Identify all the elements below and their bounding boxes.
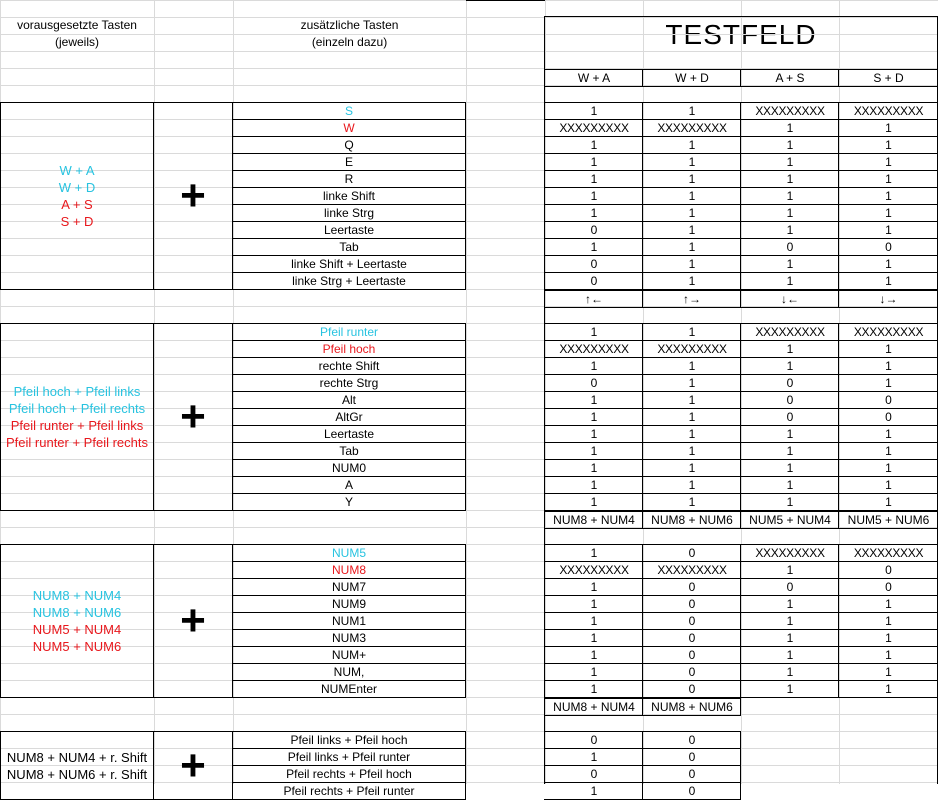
test-result-cell[interactable]: 1 — [786, 461, 794, 475]
test-result-cell[interactable]: 1 — [688, 155, 696, 169]
test-result-cell[interactable]: 0 — [786, 393, 794, 407]
key-label[interactable]: NUM7 — [331, 580, 366, 594]
test-result-cell[interactable]: 1 — [885, 189, 892, 203]
test-result-cell[interactable]: 0 — [590, 223, 598, 237]
test-result-cell[interactable]: XXXXXXXXX — [853, 546, 924, 560]
test-result-cell[interactable]: 1 — [688, 104, 696, 118]
combo-label: NUM5 + NUM6 — [32, 639, 122, 654]
combo-label: NUM8 + NUM6 + r. Shift — [6, 766, 148, 782]
section-title[interactable] — [0, 69, 466, 86]
prerequisite-combos[interactable] — [1, 103, 153, 289]
test-result-cell[interactable]: 1 — [688, 138, 696, 152]
test-result-cell[interactable]: 0 — [688, 682, 696, 696]
column-header[interactable]: NUM8 + NUM6 — [651, 513, 733, 527]
test-result-cell[interactable]: 1 — [885, 155, 892, 169]
test-result-cell[interactable]: 0 — [885, 240, 892, 254]
section-title[interactable] — [0, 511, 466, 528]
test-result-cell[interactable]: 1 — [786, 648, 794, 662]
key-label[interactable]: NUM9 — [331, 597, 366, 611]
test-result-cell[interactable]: 1 — [786, 444, 794, 458]
key-label[interactable]: NUM3 — [331, 631, 366, 645]
test-result-cell[interactable]: 1 — [590, 189, 598, 203]
test-result-cell[interactable]: 1 — [885, 376, 892, 390]
key-label[interactable]: linke Shift — [322, 189, 376, 203]
test-result-cell[interactable]: XXXXXXXXX — [657, 563, 727, 577]
test-result-cell[interactable]: 1 — [688, 274, 696, 288]
test-result-cell[interactable]: 1 — [590, 478, 598, 492]
key-label[interactable]: Y — [344, 495, 353, 509]
key-label[interactable]: Pfeil links + Pfeil runter — [287, 750, 411, 764]
test-result-cell[interactable]: 1 — [688, 359, 696, 373]
key-label[interactable]: S — [344, 104, 353, 118]
test-result-cell[interactable]: 1 — [688, 376, 696, 390]
test-result-cell[interactable]: 1 — [590, 393, 598, 407]
test-result-cell[interactable]: 0 — [786, 580, 794, 594]
test-result-cell[interactable]: 1 — [885, 223, 892, 237]
test-result-cell[interactable]: 0 — [885, 563, 892, 577]
key-label[interactable]: NUM, — [333, 665, 365, 679]
test-result-cell[interactable]: 1 — [590, 495, 598, 509]
section-title[interactable] — [0, 290, 466, 307]
key-label[interactable]: NUM8 — [331, 563, 366, 577]
test-result-cell[interactable]: 1 — [590, 444, 598, 458]
test-result-cell[interactable]: 1 — [885, 257, 892, 271]
test-result-cell[interactable]: 1 — [786, 563, 794, 577]
test-result-cell[interactable]: 1 — [590, 597, 598, 611]
test-result-cell[interactable]: 1 — [688, 206, 696, 220]
test-result-cell[interactable]: XXXXXXXXX — [755, 325, 825, 339]
prerequisite-combos[interactable] — [1, 324, 153, 510]
test-result-cell[interactable]: 1 — [590, 240, 598, 254]
test-result-cell[interactable]: 0 — [885, 410, 892, 424]
key-label[interactable]: Pfeil rechts + Pfeil hoch — [286, 767, 412, 781]
test-result-cell[interactable]: 1 — [786, 427, 794, 441]
key-label[interactable]: E — [344, 155, 353, 169]
test-result-cell[interactable]: 1 — [688, 495, 696, 509]
combo-label: W + D — [58, 180, 96, 195]
key-label[interactable]: NUM5 — [331, 546, 366, 560]
combo-label: S + D — [60, 214, 94, 229]
key-label[interactable]: linke Strg + Leertaste — [292, 274, 406, 288]
test-result-cell[interactable]: 1 — [590, 546, 598, 560]
column-header[interactable]: W + A — [577, 71, 611, 85]
test-result-cell[interactable]: 1 — [786, 189, 794, 203]
key-label[interactable]: W — [343, 121, 355, 135]
test-result-cell[interactable]: 1 — [885, 172, 892, 186]
key-label[interactable]: NUM0 — [331, 461, 366, 475]
test-result-cell[interactable]: 1 — [590, 155, 598, 169]
key-label[interactable]: NUM+ — [331, 648, 367, 662]
combo-label: Pfeil runter + Pfeil rechts — [6, 435, 148, 450]
key-label[interactable]: Pfeil runter — [319, 325, 379, 339]
header-prerequisite-line1: vorausgesetzte Tasten — [17, 18, 137, 32]
test-result-cell[interactable]: 1 — [688, 172, 696, 186]
prerequisite-combos[interactable] — [1, 545, 153, 697]
key-label[interactable]: Pfeil links + Pfeil hoch — [290, 733, 408, 747]
test-result-cell[interactable]: 0 — [590, 767, 598, 781]
section-title[interactable] — [0, 698, 466, 715]
test-result-cell[interactable]: 1 — [786, 359, 794, 373]
column-header[interactable]: ↑← — [585, 292, 603, 306]
test-result-cell[interactable]: 0 — [885, 393, 892, 407]
test-result-cell[interactable]: 1 — [885, 614, 892, 628]
prerequisite-combos[interactable] — [1, 732, 153, 799]
key-label[interactable]: R — [344, 172, 354, 186]
test-result-cell[interactable]: 1 — [590, 682, 598, 696]
test-result-cell[interactable]: 1 — [688, 461, 696, 475]
key-label[interactable]: Q — [344, 138, 354, 152]
test-result-cell[interactable]: 1 — [786, 342, 794, 356]
plus-sign: + — [180, 596, 206, 645]
test-result-cell[interactable]: 0 — [590, 257, 598, 271]
test-result-cell[interactable]: XXXXXXXXX — [657, 121, 727, 135]
test-result-cell[interactable]: 1 — [590, 172, 598, 186]
key-label[interactable]: rechte Shift — [318, 359, 380, 373]
test-result-cell[interactable]: 1 — [885, 359, 892, 373]
test-result-cell[interactable]: 1 — [688, 393, 696, 407]
test-result-cell[interactable]: 1 — [786, 155, 794, 169]
column-header[interactable]: NUM5 + NUM4 — [749, 513, 831, 527]
test-result-cell[interactable]: 0 — [786, 240, 794, 254]
key-label[interactable]: linke Strg — [323, 206, 375, 220]
column-header[interactable]: ↓→ — [879, 292, 898, 306]
test-result-cell[interactable]: XXXXXXXXX — [853, 104, 924, 118]
test-result-cell[interactable]: 1 — [885, 648, 892, 662]
key-label[interactable]: Tab — [339, 240, 359, 254]
test-result-cell[interactable]: XXXXXXXXX — [559, 121, 629, 135]
combo-label: NUM8 + NUM4 + r. Shift — [6, 749, 148, 765]
test-result-cell[interactable]: XXXXXXXXX — [559, 563, 629, 577]
test-result-cell[interactable]: 0 — [590, 274, 598, 288]
key-label[interactable]: NUMEnter — [320, 682, 377, 696]
test-result-cell[interactable]: 0 — [688, 546, 696, 560]
test-result-cell[interactable]: XXXXXXXXX — [657, 342, 727, 356]
column-header[interactable]: NUM8 + NUM6 — [651, 700, 733, 714]
key-label[interactable]: linke Shift + Leertaste — [291, 257, 407, 271]
test-result-cell[interactable]: 1 — [885, 478, 892, 492]
test-result-cell[interactable]: 1 — [786, 172, 794, 186]
test-result-cell[interactable]: 1 — [590, 750, 598, 764]
test-result-cell[interactable]: 1 — [590, 410, 598, 424]
test-result-cell[interactable]: 1 — [885, 121, 892, 135]
test-result-cell[interactable]: 1 — [688, 223, 696, 237]
test-result-cell[interactable]: 0 — [786, 376, 794, 390]
combo-label: NUM5 + NUM4 — [32, 622, 122, 637]
combo-label: NUM8 + NUM4 — [32, 588, 122, 603]
key-label[interactable]: rechte Strg — [319, 376, 379, 390]
test-result-cell[interactable]: 1 — [590, 325, 598, 339]
column-header[interactable]: S + D — [873, 71, 904, 85]
test-result-cell[interactable]: 1 — [590, 206, 598, 220]
key-label[interactable]: NUM1 — [331, 614, 366, 628]
key-label[interactable]: Leertaste — [323, 427, 375, 441]
key-label[interactable]: Pfeil hoch — [322, 342, 376, 356]
combo-label: W + A — [59, 163, 95, 178]
test-result-cell[interactable]: 1 — [786, 274, 794, 288]
test-result-cell[interactable]: 1 — [590, 631, 598, 645]
test-result-cell[interactable]: 1 — [786, 138, 794, 152]
test-result-cell[interactable]: 0 — [590, 376, 598, 390]
column-header[interactable]: NUM8 + NUM4 — [553, 700, 635, 714]
test-result-cell[interactable]: 1 — [688, 410, 696, 424]
test-result-cell[interactable]: 1 — [885, 206, 892, 220]
test-result-cell[interactable]: 1 — [885, 444, 892, 458]
column-header[interactable]: ↓← — [781, 292, 799, 306]
test-result-cell[interactable]: 1 — [688, 478, 696, 492]
header-prerequisite-line2: (jeweils) — [54, 35, 99, 49]
test-result-cell[interactable]: 1 — [590, 138, 598, 152]
test-result-cell[interactable]: 1 — [786, 682, 794, 696]
test-result-cell[interactable]: 1 — [590, 427, 598, 441]
test-result-cell[interactable]: 1 — [590, 665, 598, 679]
test-result-cell[interactable]: 1 — [786, 614, 794, 628]
test-result-cell[interactable]: 1 — [688, 444, 696, 458]
test-result-cell[interactable]: 1 — [786, 478, 794, 492]
column-header[interactable]: W + D — [675, 71, 709, 85]
test-result-cell[interactable]: 1 — [786, 631, 794, 645]
test-result-cell[interactable]: 1 — [885, 682, 892, 696]
test-result-cell[interactable]: 0 — [688, 733, 696, 747]
header-additional-line2: (einzeln dazu) — [311, 35, 388, 49]
test-result-cell[interactable]: 0 — [688, 597, 696, 611]
test-result-cell[interactable]: 1 — [590, 580, 598, 594]
plus-sign: + — [180, 171, 206, 220]
test-result-cell[interactable]: 1 — [885, 495, 892, 509]
column-header[interactable]: A + S — [775, 71, 805, 85]
test-result-cell[interactable]: 1 — [885, 461, 892, 475]
combo-label: Pfeil hoch + Pfeil rechts — [8, 401, 146, 416]
plus-sign: + — [180, 740, 206, 790]
test-result-cell[interactable]: 1 — [786, 223, 794, 237]
test-result-cell[interactable]: 1 — [590, 104, 598, 118]
test-result-cell[interactable]: 0 — [688, 648, 696, 662]
test-result-cell[interactable]: 1 — [786, 597, 794, 611]
test-result-cell[interactable]: 0 — [688, 784, 696, 798]
test-result-cell[interactable]: 0 — [688, 580, 696, 594]
column-header[interactable]: NUM8 + NUM4 — [553, 513, 635, 527]
test-result-cell[interactable]: XXXXXXXXX — [755, 546, 825, 560]
test-result-cell[interactable]: XXXXXXXXX — [559, 342, 629, 356]
key-label[interactable]: Alt — [341, 393, 356, 407]
test-result-cell[interactable]: 1 — [786, 121, 794, 135]
test-result-cell[interactable]: 0 — [688, 750, 696, 764]
test-result-cell[interactable]: 1 — [688, 325, 696, 339]
key-label[interactable]: Pfeil rechts + Pfeil runter — [283, 784, 415, 798]
key-label[interactable]: Leertaste — [323, 223, 375, 237]
test-result-cell[interactable]: 0 — [688, 614, 696, 628]
test-result-cell[interactable]: 1 — [590, 359, 598, 373]
test-result-cell[interactable]: XXXXXXXXX — [755, 104, 825, 118]
test-result-cell[interactable]: 1 — [590, 648, 598, 662]
key-label[interactable]: A — [344, 478, 353, 492]
test-result-cell[interactable]: 1 — [786, 665, 794, 679]
test-result-cell[interactable]: 0 — [688, 665, 696, 679]
column-header[interactable]: NUM5 + NUM6 — [847, 513, 930, 527]
test-result-cell[interactable]: 1 — [688, 240, 696, 254]
test-result-cell[interactable]: 1 — [885, 427, 892, 441]
test-result-cell[interactable]: 1 — [590, 614, 598, 628]
column-header[interactable]: ↑→ — [683, 292, 701, 306]
test-result-cell[interactable]: 1 — [885, 597, 892, 611]
test-result-cell[interactable]: 1 — [786, 257, 794, 271]
test-result-cell[interactable]: 0 — [885, 580, 892, 594]
test-result-cell[interactable]: 1 — [688, 257, 696, 271]
combo-label: A + S — [61, 197, 93, 212]
test-result-cell[interactable]: 0 — [786, 410, 794, 424]
combo-label: NUM8 + NUM6 — [32, 605, 122, 620]
test-result-cell[interactable]: 0 — [688, 767, 696, 781]
test-result-cell[interactable]: 1 — [688, 427, 696, 441]
test-result-cell[interactable]: 1 — [786, 495, 794, 509]
key-label[interactable]: AltGr — [335, 410, 363, 424]
key-label[interactable]: Tab — [339, 444, 359, 458]
test-result-cell[interactable]: 1 — [590, 784, 598, 798]
test-result-cell[interactable]: 1 — [885, 138, 892, 152]
plus-sign: + — [180, 392, 206, 441]
test-result-cell[interactable]: 1 — [590, 461, 598, 475]
test-result-cell[interactable]: 1 — [885, 631, 892, 645]
test-result-cell[interactable]: 0 — [590, 733, 598, 747]
test-result-cell[interactable]: 1 — [885, 342, 892, 356]
test-result-cell[interactable]: 0 — [688, 631, 696, 645]
test-result-cell[interactable]: 1 — [688, 189, 696, 203]
test-result-cell[interactable]: 1 — [885, 665, 892, 679]
test-result-cell[interactable]: 1 — [885, 274, 892, 288]
combo-label: Pfeil runter + Pfeil links — [10, 418, 144, 433]
combo-label: Pfeil hoch + Pfeil links — [13, 384, 141, 399]
test-result-cell[interactable]: XXXXXXXXX — [853, 325, 924, 339]
header-additional-line1: zusätzliche Tasten — [300, 18, 399, 32]
test-result-cell[interactable]: 1 — [786, 206, 794, 220]
